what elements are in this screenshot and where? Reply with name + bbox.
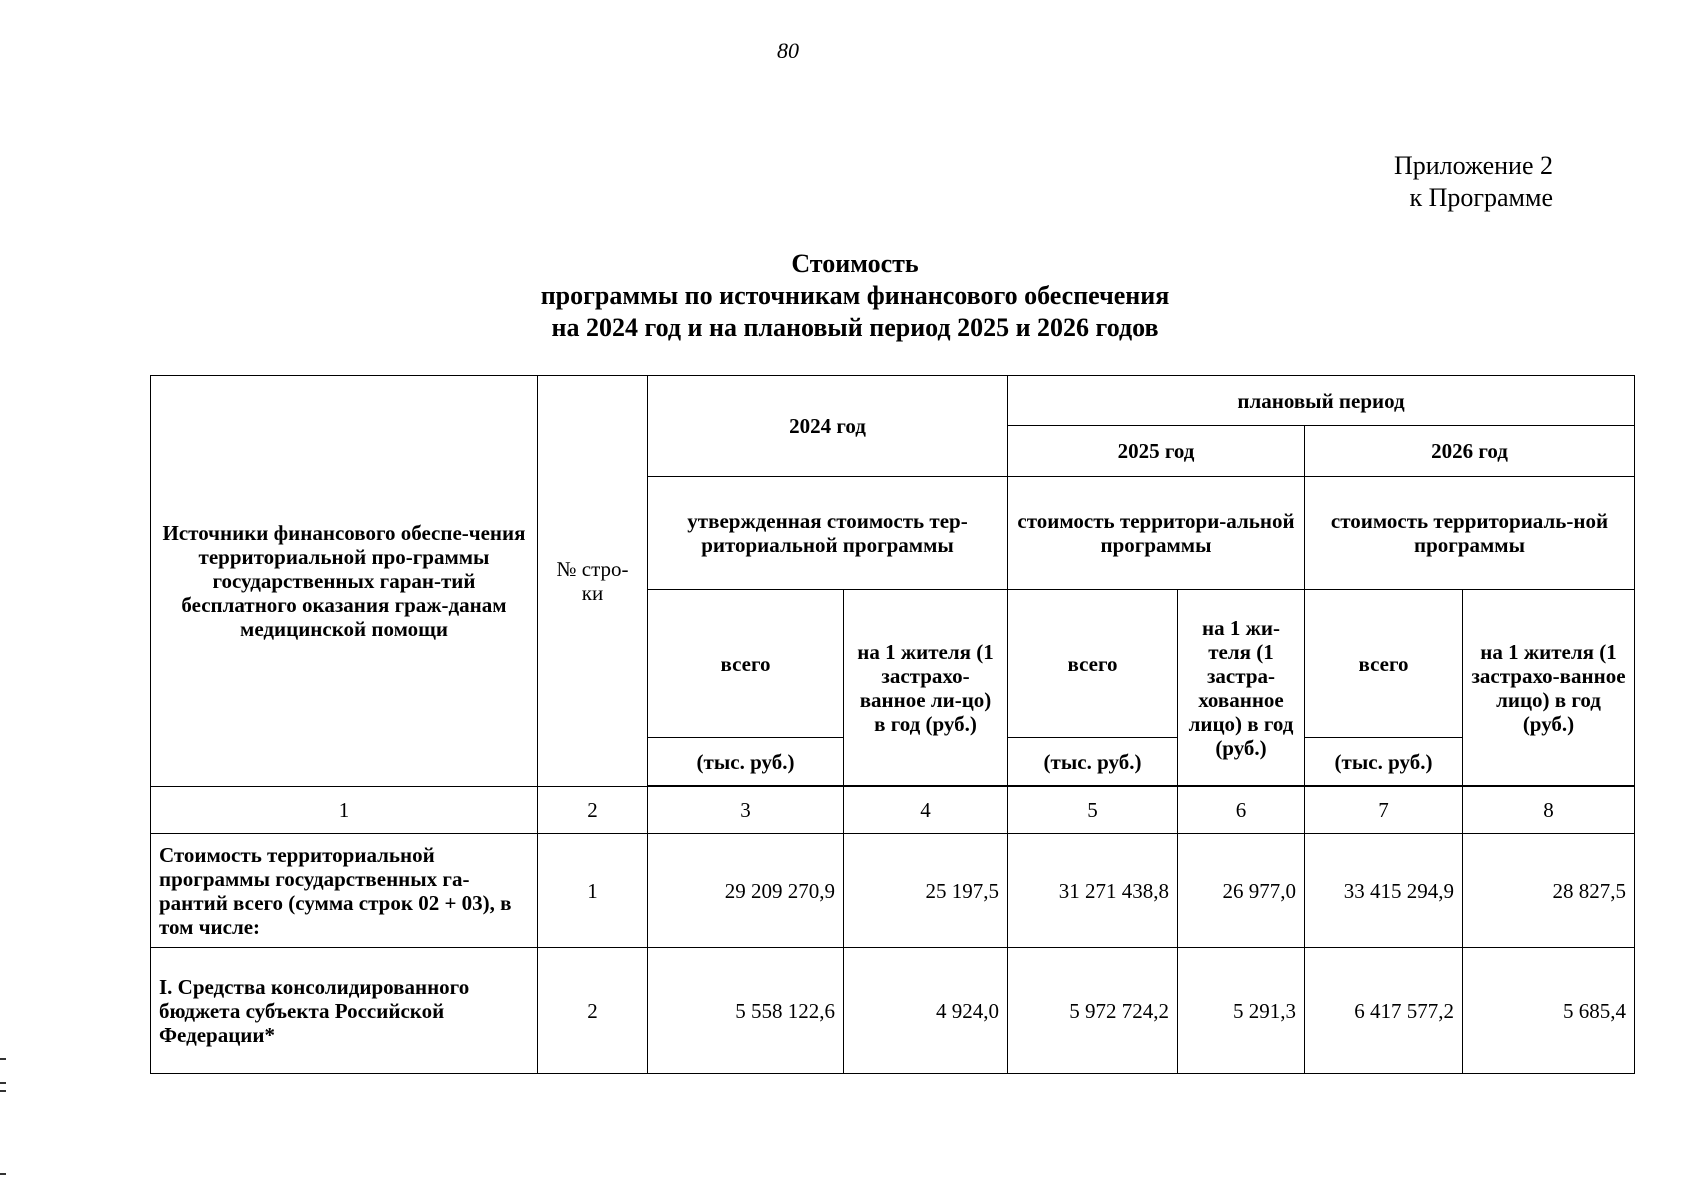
header-cost-2026: стоимость территориаль-ной программы [1305,477,1635,590]
row-number: 1 [538,834,648,948]
table-row [151,834,1635,948]
page-number: 80 [777,38,799,63]
margin-mark [0,1090,6,1092]
total-2024-value: 5 558 122,6 [648,948,844,1074]
header-total-2024: всего [648,590,844,738]
total-2025-value: 31 271 438,8 [1008,834,1178,948]
column-number: 7 [1305,787,1463,834]
header-per-capita-2025: на 1 жи-теля (1 застра-хованное лицо) в год (руб.) [1178,590,1305,786]
header-per-capita-2026: на 1 жителя (1 застрахо-ванное лицо) в год (руб.) [1463,590,1635,786]
header-total-2026: всего [1305,590,1463,738]
header-year-2024: 2024 год [648,376,1008,477]
column-number: 6 [1178,787,1305,834]
total-2025-value: 5 972 724,2 [1008,948,1178,1074]
header-year-2025: 2025 год [1008,426,1305,477]
margin-mark [0,1173,6,1175]
total-2026-value: 33 415 294,9 [1305,834,1463,948]
column-number: 5 [1008,787,1178,834]
cost-table [150,375,1635,1074]
appendix-note [1394,150,1553,214]
header-cost-2025: стоимость территори-альной программы [1008,477,1305,590]
header-per-capita-2024: на 1 жителя (1 застрахо-ванное ли-цо) в год (руб.) [844,590,1008,786]
margin-mark [0,1082,6,1084]
per-capita-2024-value: 25 197,5 [844,834,1008,948]
margin-mark [0,1058,6,1060]
header-unit-2024: (тыс. руб.) [648,738,844,786]
header-planned-period: плановый период [1008,376,1635,426]
per-capita-2026-value: 28 827,5 [1463,834,1635,948]
column-number: 8 [1463,787,1635,834]
column-number: 4 [844,787,1008,834]
appendix-line-1: Приложение 2 [1393,151,1553,180]
column-number: 1 [151,787,538,834]
per-capita-2024-value: 4 924,0 [844,948,1008,1074]
title-line-3: на 2024 год и на плановый период 2025 и 2026 годов [551,313,1159,342]
table-row [151,948,1635,1074]
total-2026-value: 6 417 577,2 [1305,948,1463,1074]
appendix-line-2: к Программе [1409,183,1553,212]
column-number: 3 [648,787,844,834]
header-total-2025: всего [1008,590,1178,738]
row-label: Стоимость территориальной программы государственных га-рантий всего (сумма строк 02 + 03), в том числе: [151,834,538,948]
per-capita-2026-value: 5 685,4 [1463,948,1635,1074]
header-unit-2026: (тыс. руб.) [1305,738,1463,786]
header-approved-cost-2024: утвержденная стоимость тер-риториальной программы [648,477,1008,590]
per-capita-2025-value: 5 291,3 [1178,948,1305,1074]
header-row-number: № стро-ки [538,376,648,787]
column-number: 2 [538,787,648,834]
row-label: I. Средства консолидированного бюджета субъекта Российской Федерации* [151,948,538,1074]
per-capita-2025-value: 26 977,0 [1178,834,1305,948]
row-number: 2 [538,948,648,1074]
header-year-2026: 2026 год [1305,426,1635,477]
title-line-1: Стоимость [791,249,919,278]
total-2024-value: 29 209 270,9 [648,834,844,948]
header-sources: Источники финансового обеспе-чения территориальной про-граммы государственных гаран-тий бесплатного оказания граж-данам медицинской помощи [151,376,538,787]
header-unit-2025: (тыс. руб.) [1008,738,1178,786]
document-title [300,248,1410,344]
title-line-2: программы по источникам финансового обеспечения [540,281,1170,310]
